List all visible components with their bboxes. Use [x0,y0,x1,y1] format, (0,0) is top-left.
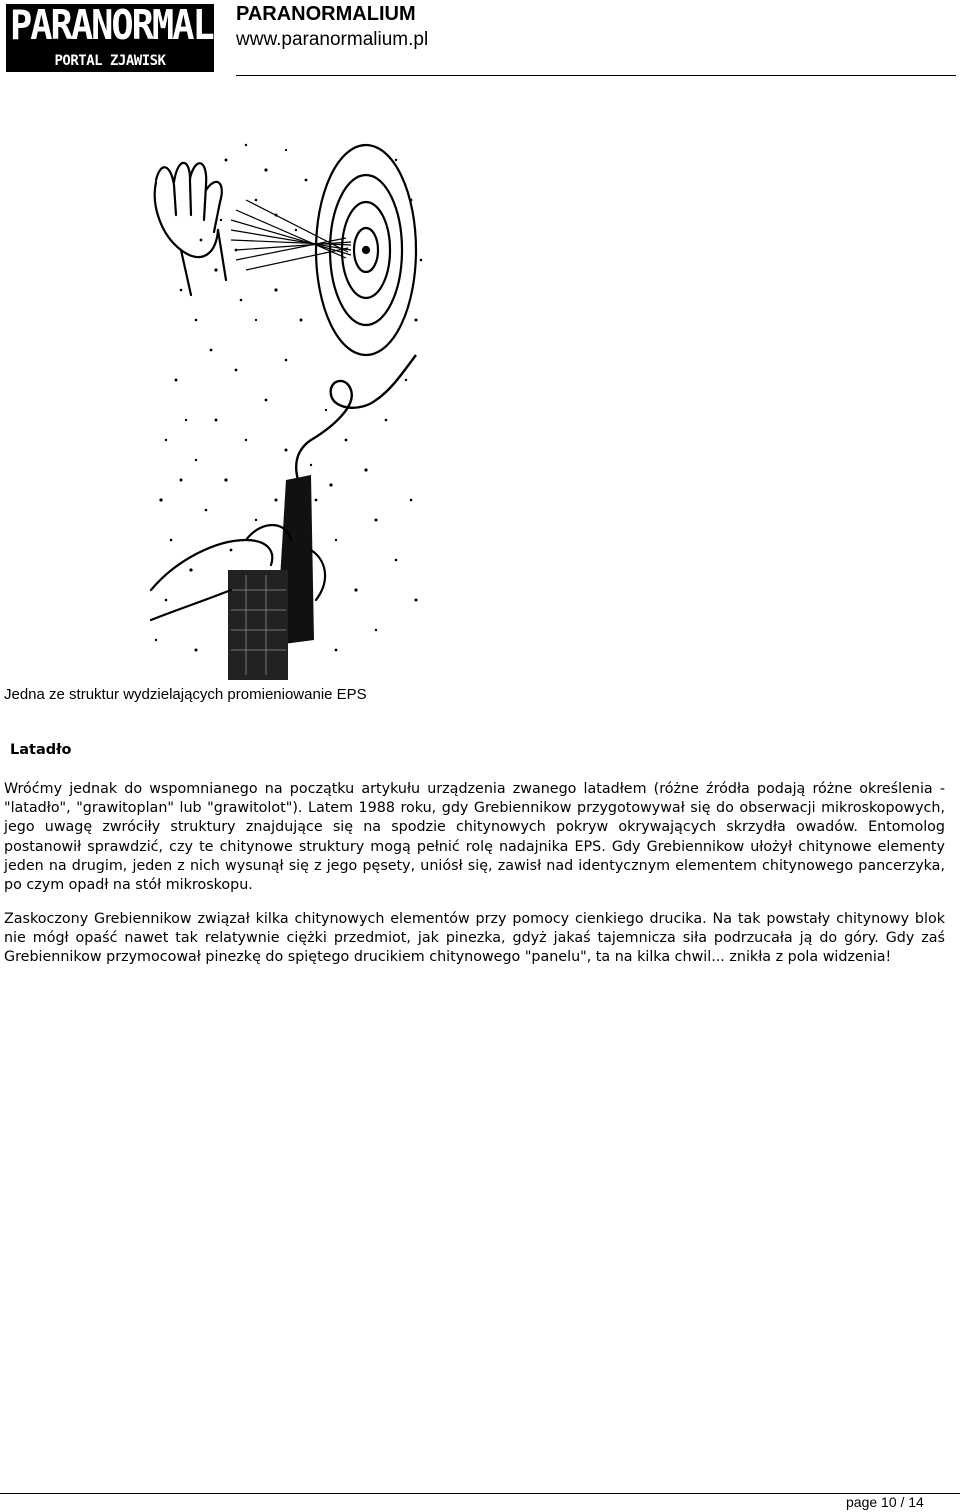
figure-caption: Jedna ze struktur wydzielających promieniowanie EPS [4,686,367,703]
header-divider [236,75,956,76]
eps-structure-illustration [136,120,436,685]
logo-title: PARANORMALIUM [10,1,274,50]
radiation-rays [231,200,351,270]
site-title: PARANORMALIUM [236,3,416,25]
open-hand [155,163,226,295]
emitter-device [228,475,314,680]
article-paragraph: Zaskoczony Grebiennikow związał kilka chitynowych elementów przy pomocy cienkiego drucika. Na tak powstały chitynowy blok nie mógł opaść nawet tak relatywnie ciężki przedmiot, jak pinezka, gdyż jakaś tajemnicza siła podrzucała ją do góry. Gdy zaś Grebiennikow przymocował pinezkę do spiętego drucikiem chitynowego "panelu", ta na kilka chwil... znikła z pola widzenia! [4,911,945,966]
logo-subtitle: PORTAL ZJAWISK PARANORMALNYCH [54,53,166,87]
article-paragraph: Wróćmy jednak do wspomnianego na początku artykułu urządzenia zwanego latadłem (różne źródła podają różne określenia - "latadło", "grawitoplan" lub "grawitolot"). Latem 1988 roku, gdy Grebiennikow przygotowywał się do obserwacji mikroskopowych, jego uwagę zwróciły struktury znajdujące się na spodzie chitynowych pokryw okrywających skrzydła owadów. Entomolog postanowił sprawdzić, czy te chitynowe struktury mogą pełnić rolę nadajnika EPS. Gdy Grebiennikow ułożył chitynowe elementy jeden na drugim, jeden z nich wysunął się z jego pęsety, uniósł się, zawisł nad identycznym elementem chitynowego pancerzyka, po czym opadł na stół mikroskopu. [4,781,945,894]
footer-divider [0,1493,960,1494]
page-header [0,0,960,87]
page-number: page 10 / 14 [846,1494,924,1510]
site-url: www.paranormalium.pl [236,29,429,50]
paranormalium-logo [6,1,274,87]
section-heading: Latadło [10,742,72,758]
spiral-target [316,145,416,355]
wire-lead [296,355,416,480]
